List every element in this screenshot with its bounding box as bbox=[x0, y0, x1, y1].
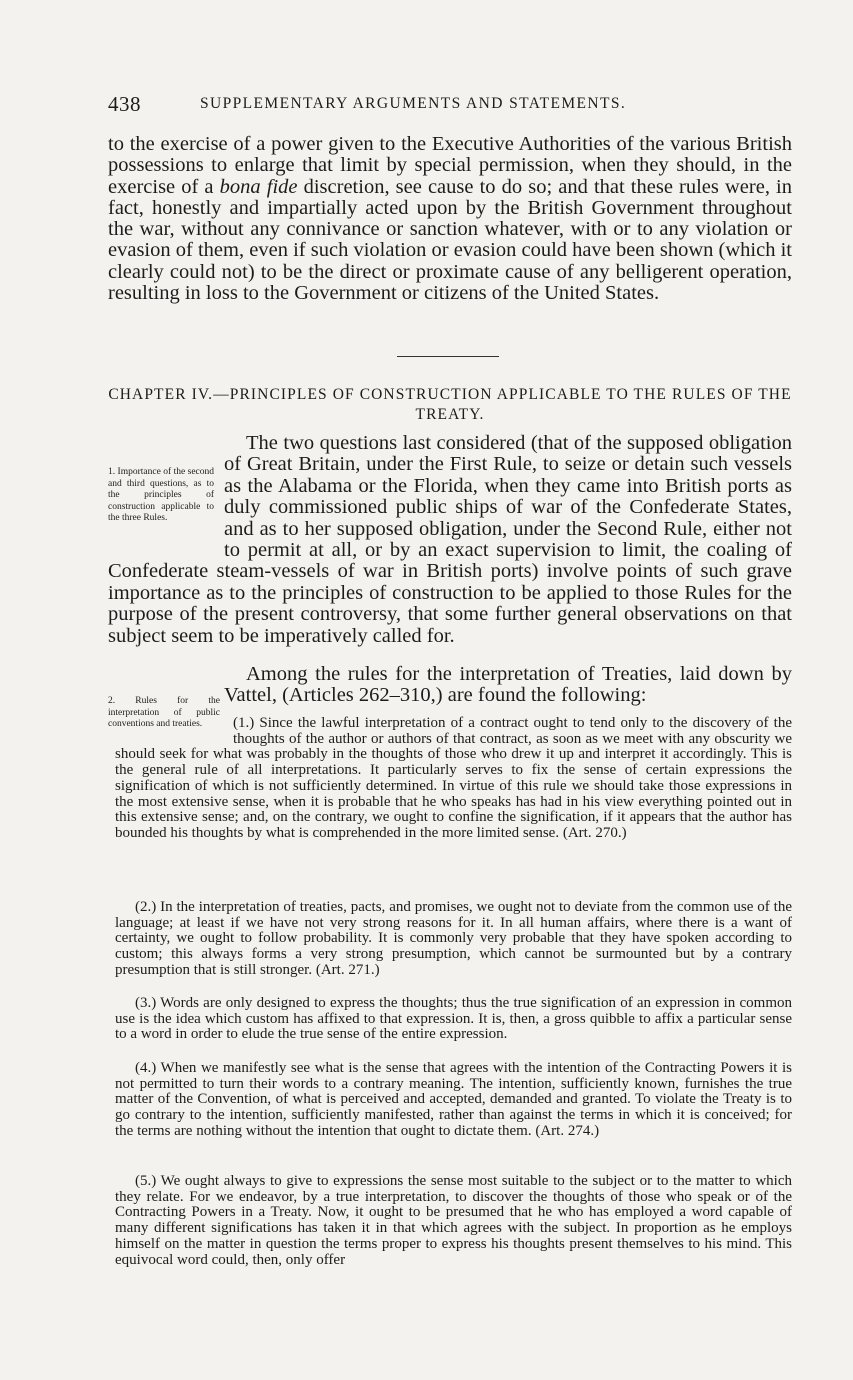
opening-paragraph bbox=[108, 134, 792, 304]
section-divider bbox=[397, 356, 499, 357]
rule-2: (2.) In the interpretation of treaties, pacts, and promises, we ought not to deviate from the common use of the language; at least if we have not very strong reasons for it. In all human affairs, where there is a want of certainty, we ought to follow probability. It is commonly very probable that they have spoken according to custom; this always forms a very strong presumption, which cannot be surmounted but by a contrary presumption that is still stronger. (Art. 271.) bbox=[115, 899, 792, 978]
rule-1-text: (1.) Since the lawful interpretation of a contract ought to tend only to the discovery of the thoughts of the author or authors of that contract, as soon as we meet with any obscurity we should seek for what was probably in the thoughts of those who drew it up and interpret it accordingly. This is the general rule of all interpretations. It particularly serves to fix the sense of certain expressions the signification of which is not sufficiently determined. In virtue of this rule we should take those expressions in the most extensive sense, when it is probable that he who speaks has had in his view everything pointed out in this extensive sense; and, on the contrary, we ought to confine the signification, if it appears that the author has bounded his thoughts by what is comprehended in the more limited sense. (Art. 270.) bbox=[115, 715, 792, 841]
rule-4: (4.) When we manifestly see what is the sense that agrees with the intention of the Contracting Powers it is not permitted to turn their words to a contrary meaning. The intention, sufficiently known, furnishes the true matter of the Convention, of what is perceived and accepted, demanded and granted. To violate the Treaty is to go contrary to the intention, sufficiently manifested, rather than against the terms in which it is conceived; for the terms are nothing without the intention that ought to dictate them. (Art. 274.) bbox=[115, 1060, 792, 1139]
running-title: SUPPLEMENTARY ARGUMENTS AND STATEMENTS. bbox=[200, 95, 627, 112]
running-head bbox=[108, 92, 798, 116]
rule-1 bbox=[115, 716, 792, 842]
rule-5: (5.) We ought always to give to expressions the sense most suitable to the subject or to the matter to which they relate. For we endeavor, by a true interpretation, to discover the thoughts of those who speak or of the Contracting Powers in a Treaty. Now, it ought to be presumed that he who has employed a word capable of many different significations has taken it in that which agrees with the subject. In proportion as he employs himself on the matter in question the terms proper to express his thoughts present themselves to his mind. This equivocal word could, then, only offer bbox=[115, 1173, 792, 1268]
opening-text-italic: bona fide bbox=[219, 175, 298, 198]
opening-text-end: discretion, see cause to do so; and that these rules were, in fact, honestly and impartially acted upon by the British Government throughout the war, without any connivance or sanction whatever, with or to any violation or evasion of them, even if such violation or evasion could have been shown (which it clearly could not) to be the direct or proximate cause of any belligerent operation, resulting in loss to the Government or citizens of the United States. bbox=[108, 175, 792, 305]
opening-text-start: to the exercise of a power given to the Executive Authorities of the various British possessions to enlarge that limit by special permission, when they should, in the exercise of a bbox=[108, 133, 792, 198]
side-note-2-space bbox=[108, 686, 224, 706]
side-note-2: 2. Rules for the interpretation of public conventions and treaties. bbox=[108, 696, 220, 729]
rule-3: (3.) Words are only designed to express the thoughts; thus the true signification of an expression in common use is the idea which custom has affixed to that expression. It is, then, a gross quibble to affix a particular sense to a word in order to elude the true sense of the entire expression. bbox=[115, 995, 792, 1043]
side-note-1-space bbox=[108, 455, 224, 541]
section-1-paragraph bbox=[108, 433, 792, 647]
page-number: 438 bbox=[108, 92, 141, 116]
side-note-1: 1. Importance of the second and third questions, as to the principles of construction applicable to the three Rules. bbox=[108, 467, 214, 523]
section-2-intro-text: Among the rules for the interpretation of Treaties, laid down by Vattel, (Articles 262–310,) are found the following: bbox=[224, 663, 792, 707]
section-1-text: The two questions last considered (that of the supposed obligation of Great Britain, under the First Rule, to seize or detain such vessels as the Alabama or the Florida, when they came into British ports as duly commissioned public ships of war of the Confederate States, and as to her supposed obligation, under the Second Rule, either not to permit at all, or by an exact supervision to limit, the coaling of Confederate steam-vessels of war in British ports) involve points of such grave importance as to the principles of construction to be applied to those Rules for the purpose of the present controversy, that some further general observations on that subject seem to be imperatively called for. bbox=[108, 432, 792, 647]
chapter-heading: CHAPTER IV.—PRINCIPLES OF CONSTRUCTION APPLICABLE TO THE RULES OF THE TREATY. bbox=[108, 386, 792, 423]
side-note-2-space-2 bbox=[115, 716, 233, 746]
section-2-intro bbox=[108, 664, 792, 707]
